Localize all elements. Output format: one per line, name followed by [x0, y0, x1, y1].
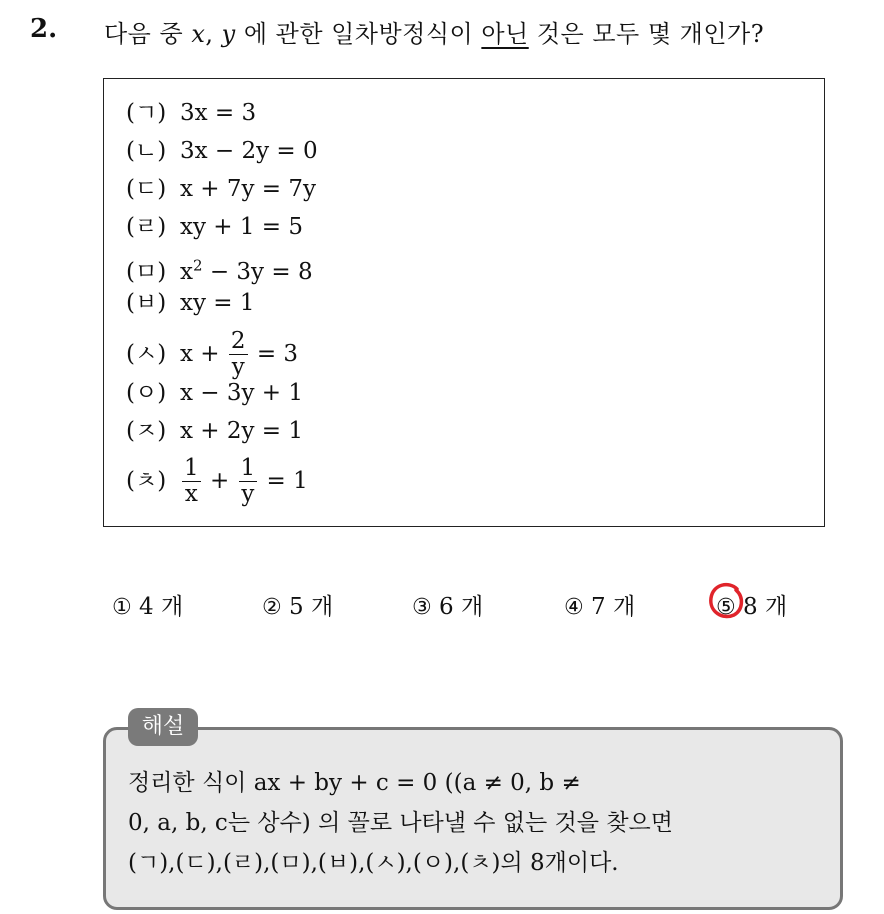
- question-comma: ,: [205, 20, 222, 48]
- item-2: [126, 132, 318, 170]
- choice-4[interactable]: [564, 588, 635, 621]
- variable-y: y: [221, 20, 236, 48]
- denominator: y: [241, 481, 255, 508]
- choice-3[interactable]: [412, 588, 483, 621]
- choice-2[interactable]: [262, 588, 333, 621]
- item-expression: xy = 1: [180, 290, 255, 316]
- item-10: [126, 455, 308, 508]
- solution-line-3: (ㄱ),(ㄷ),(ㄹ),(ㅁ),(ㅂ),(ㅅ),(ㅇ),(ㅊ)의 8개이다.: [128, 850, 619, 876]
- choice-1[interactable]: [112, 588, 183, 621]
- item-label: (ㄹ): [126, 214, 167, 240]
- item-5: [126, 246, 313, 284]
- item-expression: 3x − 2y = 0: [180, 138, 318, 164]
- solution-line-1: 정리한 식이 ax + by + c = 0 ((a ≠ 0, b ≠: [128, 770, 581, 796]
- choice-text: 5 개: [281, 594, 334, 620]
- item-expression: [180, 328, 299, 381]
- circle-stroke: [711, 585, 742, 617]
- item-3: [126, 170, 316, 208]
- choice-marker: ①: [112, 595, 132, 620]
- question-text-middle: 에 관한 일차방정식이: [235, 20, 482, 48]
- variable-x: x: [191, 20, 206, 48]
- choice-text: 7 개: [583, 594, 636, 620]
- item-expression: xy + 1 = 5: [180, 214, 304, 240]
- item-4: [126, 208, 303, 246]
- item-label: (ㅅ): [126, 340, 167, 367]
- choice-marker: ④: [564, 595, 584, 620]
- item-6: [126, 284, 255, 322]
- item-expression: [180, 256, 313, 285]
- item-label: (ㄱ): [126, 100, 167, 126]
- item-label: (ㄷ): [126, 176, 167, 202]
- item-expression: [180, 455, 308, 508]
- exponent: 2: [192, 256, 203, 274]
- choice-marker: ⑤: [716, 595, 736, 620]
- item-label: (ㅈ): [126, 418, 167, 444]
- numerator: 1: [184, 455, 199, 481]
- choice-text: 6 개: [431, 594, 484, 620]
- answer-circle-mark: [707, 581, 745, 621]
- question-text: [104, 14, 764, 49]
- question-text-before: 다음 중: [104, 20, 192, 48]
- numerator: 1: [240, 455, 256, 481]
- choice-text: 8 개: [735, 594, 788, 620]
- item-label: (ㅂ): [126, 290, 167, 316]
- item-9: [126, 412, 303, 450]
- denominator: x: [184, 481, 198, 508]
- item-8: [126, 374, 303, 412]
- fraction: [229, 329, 248, 381]
- solution-tag: 해설: [128, 708, 198, 746]
- solution-line-2: 0, a, b, c는 상수) 의 꼴로 나타낼 수 없는 것을 찾으면: [128, 810, 673, 836]
- item-7: [126, 328, 299, 381]
- choice-marker: ③: [412, 595, 432, 620]
- fraction: [239, 456, 258, 508]
- answer-choices: [0, 588, 884, 624]
- item-expression: x − 3y + 1: [180, 380, 304, 406]
- item-expression: 3x = 3: [180, 100, 257, 126]
- underlined-word: 아닌: [481, 20, 529, 48]
- denominator: y: [231, 354, 245, 381]
- item-label: (ㄴ): [126, 138, 167, 164]
- expr-part: +: [202, 467, 237, 494]
- expr-part: x: [180, 258, 193, 285]
- choice-text: 4 개: [131, 594, 184, 620]
- item-label: (ㅊ): [126, 467, 167, 494]
- fraction: [182, 456, 201, 508]
- question-text-after: 것은 모두 몇 개인가?: [528, 20, 765, 48]
- choice-marker: ②: [262, 595, 282, 620]
- expr-part: = 1: [259, 467, 308, 494]
- numerator: 2: [230, 328, 246, 354]
- expr-part: = 3: [249, 340, 299, 367]
- equation-box: [103, 78, 825, 527]
- item-expression: x + 2y = 1: [180, 418, 304, 444]
- question-number: 2.: [30, 14, 58, 44]
- item-expression: x + 7y = 7y: [180, 176, 317, 202]
- expr-part: − 3y = 8: [202, 258, 313, 285]
- item-label: (ㅁ): [126, 258, 167, 285]
- item-label: (ㅇ): [126, 380, 167, 406]
- item-1: [126, 94, 256, 132]
- expr-part: x +: [180, 340, 227, 367]
